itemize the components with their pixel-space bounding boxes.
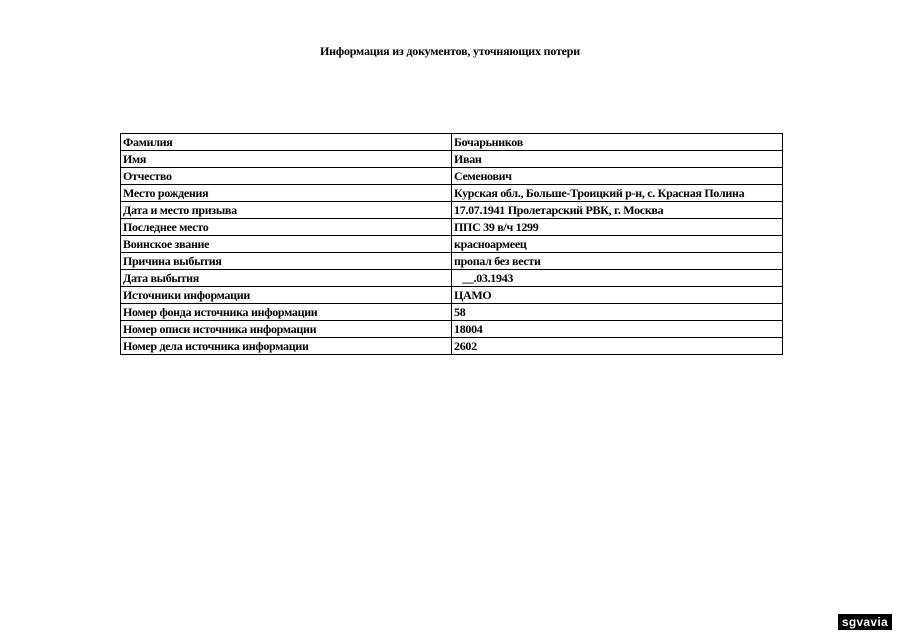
row-label-sources: Источники информации bbox=[121, 287, 452, 304]
table-row bbox=[121, 134, 783, 151]
row-value-delo: 2602 bbox=[452, 338, 783, 355]
row-value-last-place: ППС 39 в/ч 1299 bbox=[452, 219, 783, 236]
table-row bbox=[121, 338, 783, 355]
row-value-first-name: Иван bbox=[452, 151, 783, 168]
row-label-patronymic: Отчество bbox=[121, 168, 452, 185]
table-row bbox=[121, 219, 783, 236]
row-value-rank: красноармеец bbox=[452, 236, 783, 253]
row-value-date-lost: __.03.1943 bbox=[452, 270, 783, 287]
table-row bbox=[121, 185, 783, 202]
row-label-reason: Причина выбытия bbox=[121, 253, 452, 270]
table-row bbox=[121, 253, 783, 270]
table-row bbox=[121, 321, 783, 338]
row-label-birthplace: Место рождения bbox=[121, 185, 452, 202]
row-label-fond: Номер фонда источника информации bbox=[121, 304, 452, 321]
row-label-first-name: Имя bbox=[121, 151, 452, 168]
row-label-last-place: Последнее место bbox=[121, 219, 452, 236]
row-label-delo: Номер дела источника информации bbox=[121, 338, 452, 355]
row-label-opis: Номер описи источника информации bbox=[121, 321, 452, 338]
row-value-surname: Бочарьников bbox=[452, 134, 783, 151]
table-row bbox=[121, 270, 783, 287]
row-value-patronymic: Семенович bbox=[452, 168, 783, 185]
row-label-surname: Фамилия bbox=[121, 134, 452, 151]
row-label-conscription: Дата и место призыва bbox=[121, 202, 452, 219]
table-row bbox=[121, 236, 783, 253]
row-value-sources: ЦАМО bbox=[452, 287, 783, 304]
row-value-conscription: 17.07.1941 Пролетарский РВК, г. Москва bbox=[452, 202, 783, 219]
watermark-logo: sgvavia bbox=[838, 614, 892, 630]
row-value-opis: 18004 bbox=[452, 321, 783, 338]
row-label-rank: Воинское звание bbox=[121, 236, 452, 253]
table-row bbox=[121, 304, 783, 321]
row-value-birthplace: Курская обл., Больше-Троицкий р-н, с. Красная Полина bbox=[452, 185, 783, 202]
row-value-reason: пропал без вести bbox=[452, 253, 783, 270]
row-value-fond: 58 bbox=[452, 304, 783, 321]
table-row bbox=[121, 287, 783, 304]
table-row bbox=[121, 151, 783, 168]
row-label-date-lost: Дата выбытия bbox=[121, 270, 452, 287]
record-table bbox=[120, 133, 783, 355]
page-title: Информация из документов, уточняющих потери bbox=[320, 44, 580, 58]
table-row bbox=[121, 168, 783, 185]
table-row bbox=[121, 202, 783, 219]
